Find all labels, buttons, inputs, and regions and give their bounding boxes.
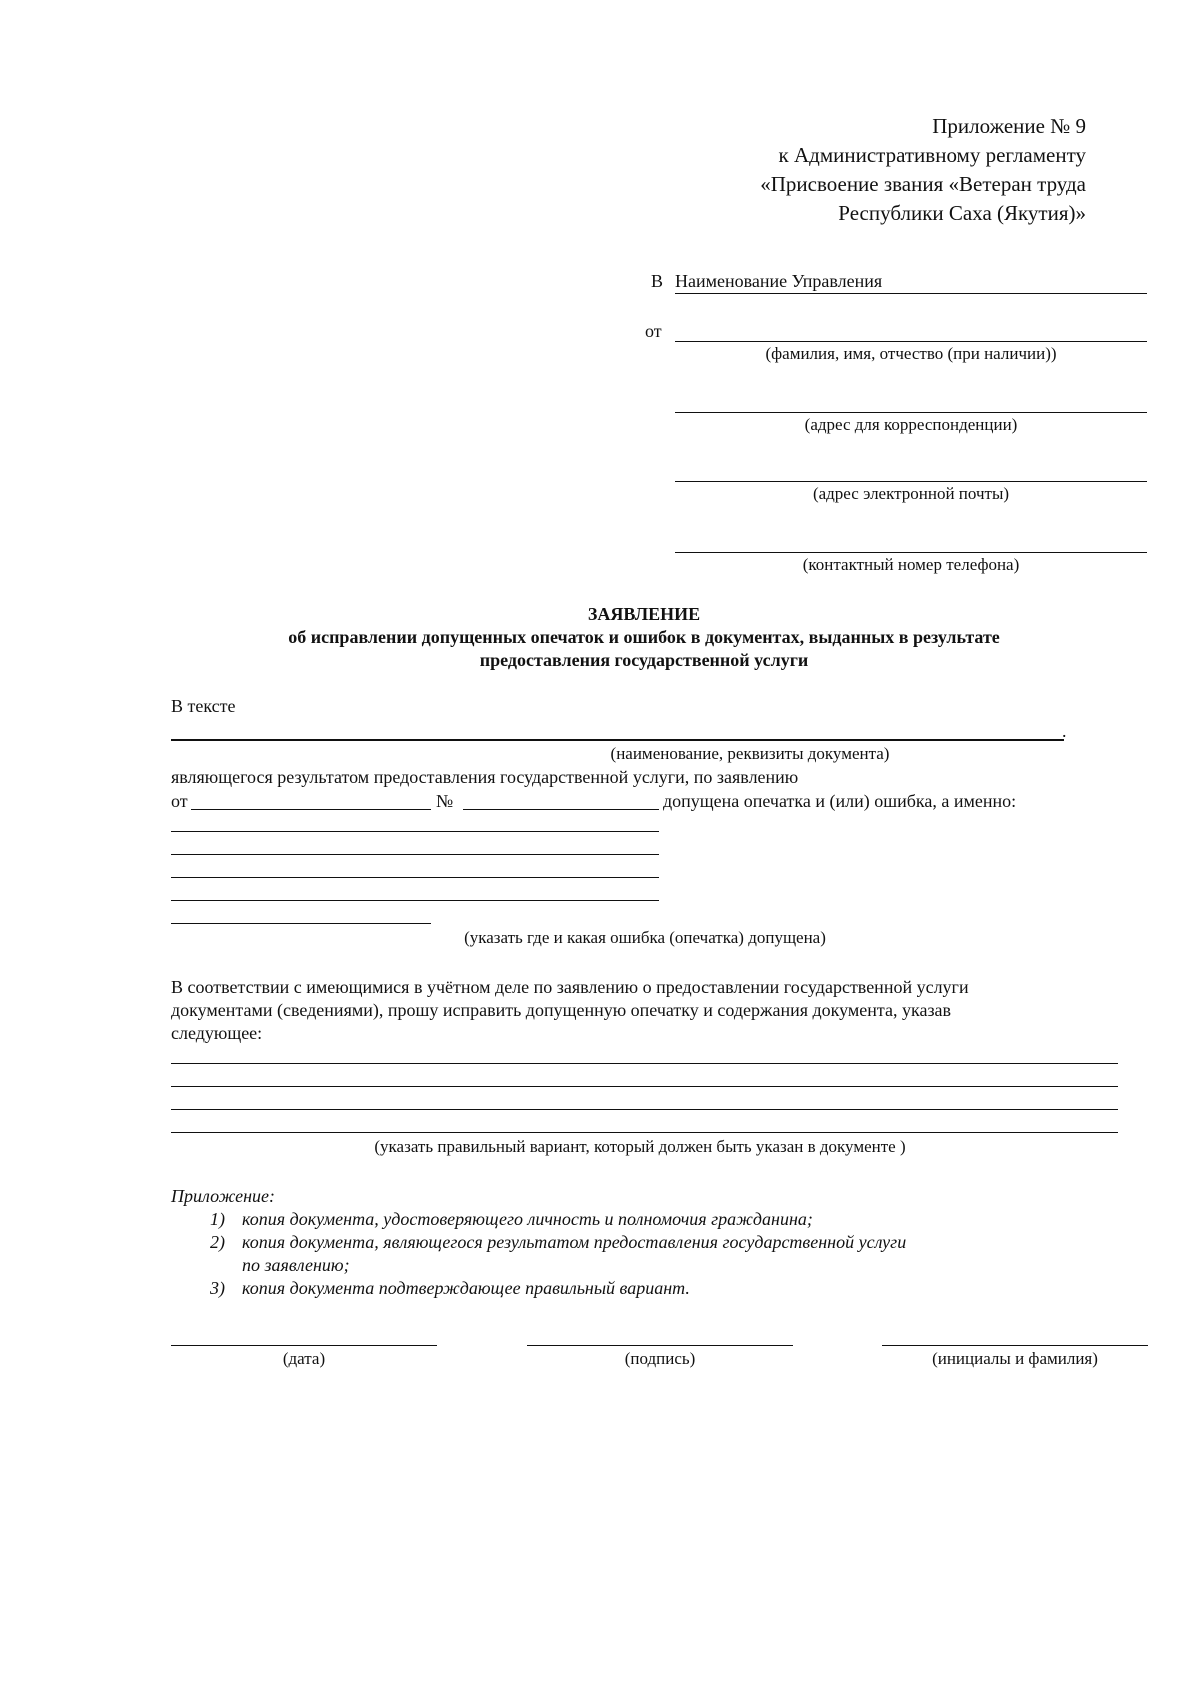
application-number-line: [463, 809, 659, 810]
attachment-number-3: 3): [210, 1278, 225, 1298]
attachment-number-2: 2): [210, 1232, 225, 1252]
date-caption: (дата): [282, 1349, 326, 1368]
attachment-number-1: 1): [210, 1209, 225, 1229]
signature-line: [527, 1345, 793, 1346]
regulation-title-line2: Республики Саха (Якутия)»: [838, 201, 1086, 225]
attachment-text-2-continued: по заявлению;: [242, 1255, 350, 1275]
document-subtitle-line1: об исправлении допущенных опечаток и ошибок в документах, выданных в результате: [288, 627, 1000, 647]
document-name-period: .: [1062, 721, 1067, 741]
attachment-item-1: [210, 1208, 813, 1230]
appendix-number: Приложение № 9: [932, 114, 1086, 138]
application-date-line: [191, 809, 431, 810]
result-line: являющегося результатом предоставления государственной услуги, по заявлению: [171, 767, 799, 787]
address-caption: (адрес для корреспонденции): [804, 415, 1018, 434]
attachment-text-3: копия документа подтверждающее правильный вариант.: [242, 1278, 690, 1298]
in-text-label: В тексте: [171, 696, 236, 716]
address-line: [675, 412, 1147, 413]
appendix-header: [760, 112, 1086, 228]
name-caption: (инициалы и фамилия): [932, 1349, 1098, 1368]
regulation-reference: к Административному регламенту: [778, 143, 1086, 167]
to-line: [675, 293, 1147, 294]
correct-line-3: [171, 1109, 1118, 1110]
error-line-5: [171, 923, 431, 924]
to-value: Наименование Управления: [675, 271, 883, 291]
document-name-line: [171, 739, 1064, 741]
attachment-item-2-continued: [210, 1254, 350, 1276]
correct-line-1: [171, 1063, 1118, 1064]
from-prefix: от: [645, 321, 662, 341]
signature-caption: (подпись): [624, 1349, 696, 1368]
request-paragraph-line1: В соответствии с имеющимися в учётном деле по заявлению о предоставлении государственной услуги: [171, 977, 969, 997]
error-line-3: [171, 877, 659, 878]
date-line: [171, 1345, 437, 1346]
email-line: [675, 481, 1147, 482]
email-caption: (адрес электронной почты): [812, 484, 1010, 503]
document-subtitle-line2: предоставления государственной услуги: [479, 650, 809, 670]
correct-caption: (указать правильный вариант, который должен быть указан в документе ): [374, 1137, 906, 1156]
request-paragraph-line3: следующее:: [171, 1023, 263, 1043]
fio-caption: (фамилия, имя, отчество (при наличии)): [765, 344, 1057, 363]
correct-line-4: [171, 1132, 1118, 1133]
attachment-text-2: копия документа, являющегося результатом предоставления государственной услуги: [242, 1232, 907, 1252]
attachment-item-2: [210, 1231, 906, 1253]
phone-caption: (контактный номер телефона): [802, 555, 1020, 574]
to-prefix: В: [651, 271, 664, 291]
attachment-text-1: копия документа, удостоверяющего личность и полномочия гражданина;: [242, 1209, 813, 1229]
phone-line: [675, 552, 1147, 553]
attachments-heading: Приложение:: [171, 1186, 276, 1206]
regulation-title-line1: «Присвоение звания «Ветеран труда: [760, 172, 1086, 196]
error-caption: (указать где и какая ошибка (опечатка) допущена): [464, 928, 826, 947]
request-paragraph-line2: документами (сведениями), прошу исправить допущенную опечатку и содержания документа, указав: [171, 1000, 952, 1020]
error-line-2: [171, 854, 659, 855]
error-statement: допущена опечатка и (или) ошибка, а именно:: [663, 791, 1017, 811]
name-line: [882, 1345, 1148, 1346]
application-number-label: №: [436, 791, 454, 811]
document-name-caption: (наименование, реквизиты документа): [610, 744, 890, 763]
attachment-item-3: [210, 1277, 690, 1299]
correct-line-2: [171, 1086, 1118, 1087]
document-title: ЗАЯВЛЕНИЕ: [587, 604, 701, 624]
fio-line: [675, 341, 1147, 342]
error-line-1: [171, 831, 659, 832]
error-line-4: [171, 900, 659, 901]
application-from-label: от: [171, 791, 188, 811]
